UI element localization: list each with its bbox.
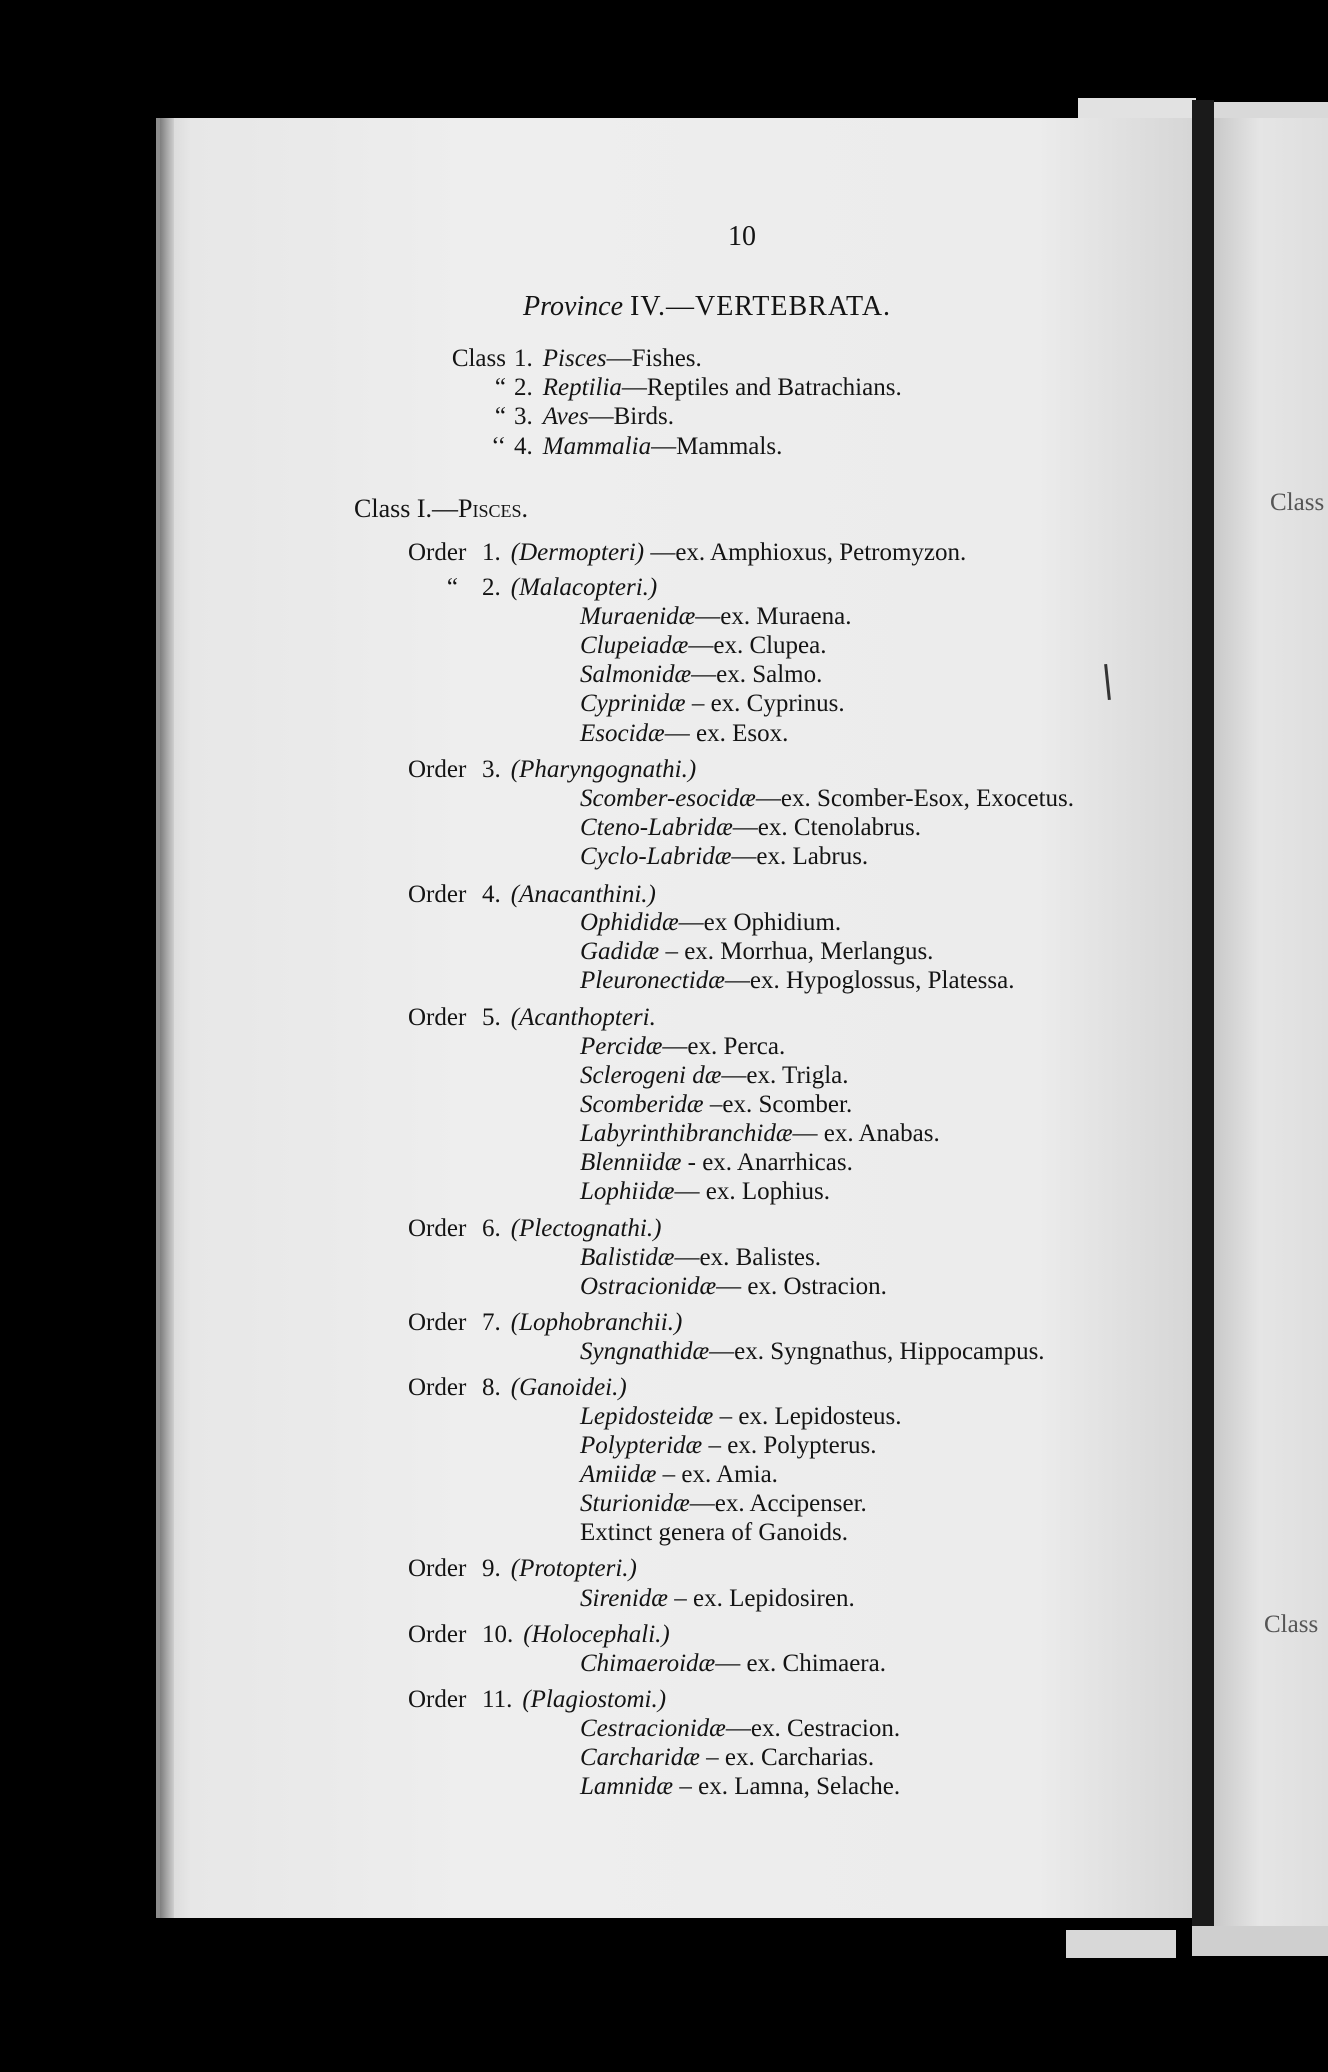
province-heading	[523, 292, 891, 322]
family-example: — ex. Anabas.	[792, 1120, 940, 1147]
family-example: —ex. Clupea.	[688, 632, 827, 659]
order-heading	[408, 755, 696, 785]
family-line	[580, 660, 822, 690]
order-number: 3.	[482, 756, 501, 783]
family-line	[580, 1148, 853, 1178]
order-name: (Anacanthini.)	[510, 881, 656, 908]
overview-class-name: Pisces	[542, 345, 607, 372]
overview-class-desc: —Birds.	[588, 403, 675, 430]
family-name: Lamnidæ	[580, 1773, 674, 1800]
overview-label: ‘‘	[491, 433, 506, 460]
overview-class-desc: —Mammals.	[651, 433, 783, 460]
overview-line	[440, 432, 782, 462]
family-line	[580, 1243, 821, 1273]
family-example: – ex. Polypterus.	[702, 1432, 877, 1459]
order-number: 5.	[482, 1004, 501, 1031]
family-example: —ex. Labrus.	[731, 843, 869, 870]
order-number: 6.	[482, 1215, 501, 1242]
family-example: – ex. Cyprinus.	[685, 690, 845, 717]
order-label: Order	[408, 1555, 467, 1582]
family-example: — ex. Ostracion.	[716, 1273, 887, 1300]
family-line	[580, 689, 845, 719]
province-title: IV.—VERTEBRATA.	[630, 291, 892, 322]
order-name: (Plectognathi.)	[510, 1215, 662, 1242]
family-example: Extinct genera of Ganoids.	[580, 1519, 848, 1546]
family-name: Balistidæ	[580, 1244, 675, 1271]
family-example: — ex. Lophius.	[674, 1178, 831, 1205]
overview-class-desc: —Fishes.	[606, 345, 702, 372]
overview-class-desc: —Reptiles and Batrachians.	[621, 374, 902, 401]
family-line	[580, 719, 788, 749]
overview-class-name: Aves	[542, 403, 589, 430]
order-heading	[408, 1620, 670, 1650]
class-heading-prefix: Class I.—	[354, 494, 458, 523]
order-heading	[408, 1308, 682, 1338]
order-heading	[408, 538, 966, 568]
family-example: —ex. Balistes.	[674, 1244, 821, 1271]
family-name: Polypteridæ	[580, 1432, 703, 1459]
family-example: —ex Ophidium.	[678, 909, 842, 936]
family-name: Blenniidæ	[580, 1149, 682, 1176]
order-name: (Holocephali.)	[523, 1621, 670, 1648]
family-name: Ophididæ	[580, 909, 679, 936]
family-example: –ex. Scomber.	[703, 1091, 853, 1118]
order-name: (Dermopteri)	[510, 539, 645, 566]
order-number: 2.	[482, 574, 501, 601]
order-name: (Protopteri.)	[510, 1555, 637, 1582]
family-example: – ex. Carcharias.	[699, 1744, 875, 1771]
family-example: — ex. Chimaera.	[715, 1650, 886, 1677]
order-label: Order	[408, 539, 467, 566]
family-name: Labyrinthibranchidæ	[580, 1120, 793, 1147]
overview-number: 3.	[514, 403, 533, 430]
family-line	[580, 908, 841, 938]
overview-line	[440, 402, 674, 432]
family-line	[580, 1061, 849, 1091]
family-example: – ex. Lamna, Selache.	[673, 1773, 901, 1800]
family-line	[580, 602, 851, 632]
order-label: Order	[408, 756, 467, 783]
order-heading	[408, 1003, 656, 1033]
page-number: 10	[728, 221, 756, 252]
family-line	[580, 842, 868, 872]
family-name: Sirenidæ	[580, 1585, 668, 1612]
family-line	[580, 1119, 940, 1149]
family-example: —ex. Cestracion.	[725, 1715, 901, 1742]
order-heading	[408, 880, 656, 910]
order-number: 10.	[482, 1621, 514, 1648]
family-line	[580, 1649, 886, 1679]
class-heading-name: Pisces.	[458, 494, 528, 523]
order-name: (Lophobranchii.)	[510, 1309, 683, 1336]
family-line	[580, 813, 921, 843]
family-name: Lepidosteidæ	[580, 1403, 714, 1430]
order-heading	[408, 573, 657, 603]
family-name: Syngnathidæ	[580, 1338, 710, 1365]
order-name: (Malacopteri.)	[510, 574, 658, 601]
overview-number: 4.	[514, 433, 533, 460]
family-name: Carcharidæ	[580, 1744, 700, 1771]
overview-line	[440, 344, 702, 374]
family-example: —ex. Trigla.	[721, 1062, 849, 1089]
order-name: (Pharyngognathi.)	[510, 756, 697, 783]
order-name: (Acanthopteri.	[510, 1004, 656, 1031]
family-example: —ex. Muraena.	[695, 603, 852, 630]
family-line	[580, 1714, 900, 1744]
family-line	[580, 631, 827, 661]
family-name: Pleuronectidæ	[580, 967, 725, 994]
family-name: Cestracionidæ	[580, 1715, 726, 1742]
family-example: – ex. Amia.	[656, 1461, 778, 1488]
family-name: Salmonidæ	[580, 661, 692, 688]
class-heading	[354, 494, 528, 524]
family-name: Amiidæ	[580, 1461, 657, 1488]
order-heading	[408, 1554, 637, 1584]
family-line	[580, 937, 933, 967]
family-example: – ex. Morrhua, Merlangus.	[659, 938, 934, 965]
family-name: Clupeiadæ	[580, 632, 689, 659]
order-example: —ex. Amphioxus, Petromyzon.	[644, 539, 967, 566]
family-name: Ostracionidæ	[580, 1273, 717, 1300]
order-name: (Ganoidei.)	[510, 1374, 627, 1401]
family-example: —ex. Perca.	[662, 1033, 786, 1060]
family-line	[580, 1772, 900, 1802]
next-page-class-fragment: Class	[1270, 489, 1325, 516]
order-label: Order	[408, 1374, 467, 1401]
family-line	[580, 966, 1014, 996]
family-line	[580, 1337, 1045, 1367]
family-name: Cyclo-Labridæ	[580, 843, 732, 870]
family-name: Lophiidæ	[580, 1178, 675, 1205]
family-line	[580, 1431, 877, 1461]
order-label: Order	[408, 1686, 467, 1713]
order-number: 4.	[482, 881, 501, 908]
overview-class-name: Reptilia	[542, 374, 622, 401]
order-label: Order	[408, 1215, 467, 1242]
family-line	[580, 1518, 848, 1548]
next-page-class-fragment-2: Class	[1264, 1611, 1319, 1638]
page-edge-bottom	[1066, 1930, 1176, 1958]
order-label: Order	[408, 1621, 467, 1648]
family-example: – ex. Lepidosiren.	[667, 1585, 855, 1612]
order-number: 8.	[482, 1374, 501, 1401]
family-line	[580, 784, 1074, 814]
family-line	[580, 1460, 778, 1490]
family-line	[580, 1032, 785, 1062]
order-number: 1.	[482, 539, 501, 566]
order-number: 11.	[482, 1686, 513, 1713]
family-name: Esocidæ	[580, 720, 665, 747]
overview-number: 1.	[514, 345, 533, 372]
family-line	[580, 1272, 887, 1302]
order-label: “	[446, 574, 458, 601]
overview-label: “	[494, 403, 506, 430]
overview-number: 2.	[514, 374, 533, 401]
overview-label: “	[494, 374, 506, 401]
family-name: Cyprinidæ	[580, 690, 686, 717]
order-name: (Plagiostomi.)	[522, 1686, 667, 1713]
family-line	[580, 1090, 852, 1120]
family-name: Scomber-esocidæ	[580, 785, 756, 812]
family-line	[580, 1489, 867, 1519]
order-number: 7.	[482, 1309, 501, 1336]
family-example: - ex. Anarrhicas.	[681, 1149, 853, 1176]
family-name: Muraenidæ	[580, 603, 696, 630]
book-gutter	[1192, 100, 1214, 1948]
order-heading	[408, 1685, 666, 1715]
order-heading	[408, 1373, 627, 1403]
family-example: – ex. Lepidosteus.	[713, 1403, 902, 1430]
family-line	[580, 1743, 874, 1773]
order-number: 9.	[482, 1555, 501, 1582]
order-label: Order	[408, 881, 467, 908]
order-heading	[408, 1214, 661, 1244]
family-example: —ex. Accipenser.	[689, 1490, 867, 1517]
family-name: Cteno-Labridæ	[580, 814, 733, 841]
overview-line	[440, 373, 902, 403]
family-name: Sturionidæ	[580, 1490, 690, 1517]
family-name: Gadidæ	[580, 938, 660, 965]
overview-label: Class	[451, 345, 506, 372]
family-example: —ex. Salmo.	[691, 661, 823, 688]
family-line	[580, 1177, 830, 1207]
family-name: Chimaeroidæ	[580, 1650, 716, 1677]
family-example: —ex. Syngnathus, Hippocampus.	[709, 1338, 1045, 1365]
right-page-fragment	[1214, 118, 1328, 1938]
province-prefix: Province	[523, 291, 624, 322]
page-edge-bottom-right	[1192, 1926, 1328, 1956]
family-name: Percidæ	[580, 1033, 663, 1060]
family-line	[580, 1402, 902, 1432]
family-example: —ex. Ctenolabrus.	[732, 814, 921, 841]
overview-class-name: Mammalia	[542, 433, 652, 460]
family-line	[580, 1584, 855, 1614]
family-name: Scomberidæ	[580, 1091, 704, 1118]
order-label: Order	[408, 1309, 467, 1336]
family-name: Sclerogeni dæ	[580, 1062, 722, 1089]
family-example: —ex. Scomber-Esox, Exocetus.	[755, 785, 1075, 812]
family-example: — ex. Esox.	[664, 720, 789, 747]
family-example: —ex. Hypoglossus, Platessa.	[724, 967, 1015, 994]
order-label: Order	[408, 1004, 467, 1031]
